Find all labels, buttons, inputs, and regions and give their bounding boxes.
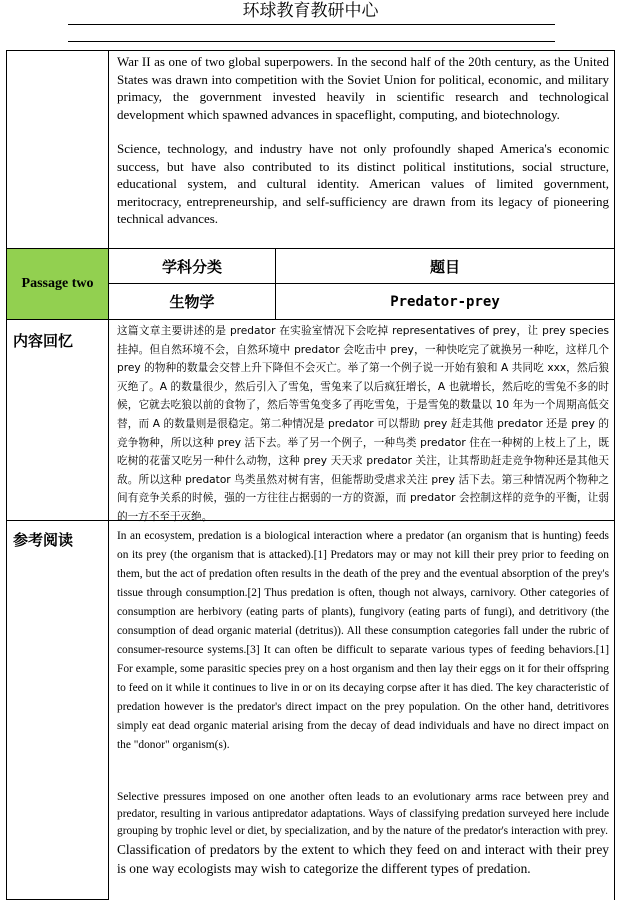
subject-value-cell [108, 283, 276, 320]
subject-column-header: 学科分类 [161, 257, 222, 276]
content-table [6, 50, 615, 900]
recall-label: 内容回忆 [13, 332, 74, 350]
page-header-title: 环球教育教研中心 [242, 1, 379, 21]
topic-header-cell [275, 248, 615, 284]
topic-value: Predator-prey [390, 293, 500, 310]
subject-value: 生物学 [169, 293, 215, 311]
recall-text-cell [108, 319, 615, 521]
header-rule-top [68, 24, 555, 25]
reference-text-cell [108, 520, 615, 900]
reference-paragraph-2: Selective pressures imposed on one another often leads to an evolutionary arms race between prey and predator, resulting in various antipredator adaptations. Ways of classifying predation surveyed here include grouping by trophic level or diet, by specialization, and by the nature of the predator's interaction with prey. [117, 791, 609, 837]
header-rule-bottom [68, 41, 555, 42]
recall-text: 这篇文章主要讲述的是 predator 在实验室情况下会吃掉 representatives of prey，让 prey species 挂掉。但自然环境不会，自然环境中 predator 会吃击中 prey，一种快吃完了就换另一种吃，这样几个 prey 的物种的数量会交替上升下降但不会灭亡。举了第一个例子说一开始有狼和 A 共同吃 xxx，然后狼灭绝了。A 的数量很少，然后引入了雪兔，雪兔来了以后疯狂增长，A 也就增长，然后吃的雪兔不多的时候，它就去吃狼以前的食物了，然后等雪兔变多了再吃雪兔，于是雪兔的数量以 10 年为一个周期高低交替，而 A 的数量则是很稳定。第二种情况是 predator 可以帮助 prey 赶走其他 predator 还是 prey 的竞争物种，所以这种 prey 活下去。举了另一个例子，一种鸟类 predator 住在一种树的上枝上了上，既吃树的花蕾又吃另一种什么动物，这种 prey 天天求 predator 关注，让其帮助赶走竞争物种还是其他天敌。所以这种 predator 鸟类虽然对树有害，但能帮助受虐求关注 prey 活下去。第三种情况两个物种之间有竞争关系的时候，强的一方往往占据弱的一方的资源，而 predator 会控制这样的竞争的平衡，让弱的一方不至于灭绝。 [117, 325, 609, 523]
reference-label-cell [6, 520, 109, 900]
passage-label: Passage two [21, 276, 94, 291]
topic-value-cell [275, 283, 615, 320]
reference-paragraph-3: Classification of predators by the extent to which they feed on and interact with their prey is one way ecologists may wish to categorize the different types of predation. [117, 842, 609, 876]
topic-column-header: 题目 [429, 257, 460, 276]
recall-label-cell [6, 319, 109, 521]
reference-paragraph-1: In an ecosystem, predation is a biological interaction where a predator (an organism that is hunting) feeds on its prey (the organism that is attacked).[1] Predators may or may not kill their prey prior to feeding on them, but the act of predation often results in the death of the prey and the eventual absorption of the prey's tissue through consumption.[2] Thus predation is often, though not always, carnivory. Other categories of consumption are herbivory (eating parts of plants), fungivory (eating parts of fungi), and detritivory (the consumption of dead organic material (detritus)). All these consumption categories fall under the rubric of consumer-resource systems.[3] It can often be difficult to separate various types of feeding behaviors.[1] For example, some parasitic species prey on a host organism and then lay their eggs on it for their offspring to feed on it while it continues to live in or on its decaying corpse after it has died. The key characteristic of predation however is the predator's direct impact on the prey population. On the other hand, detritivores simply eat dead organic material arising from the decay of dead individuals and have no direct impact on the "donor" organism(s). [117, 530, 609, 751]
passage-label-cell [6, 248, 109, 320]
intro-paragraph-1: War II as one of two global superpowers. In the second half of the 20th century, as the United States was drawn into competition with the Soviet Union for political, economic, and military primacy, the government invested heavily in scientific research and technological development which spawned advances in spaceflight, computing, and biotechnology. [117, 54, 609, 122]
reference-label: 参考阅读 [13, 531, 74, 549]
subject-header-cell [108, 248, 276, 284]
intro-paragraph-2: Science, technology, and industry have not only profoundly shaped America's economic success, but have also contributed to its distinct political institutions, social structure, educational system, and cultural identity. American values of limited government, meritocracy, entrepreneurship, and self-sufficiency are drawn from its legacy of pioneering technical advances. [117, 141, 609, 226]
intro-text-cell [108, 50, 615, 249]
intro-left-cell [6, 50, 109, 249]
